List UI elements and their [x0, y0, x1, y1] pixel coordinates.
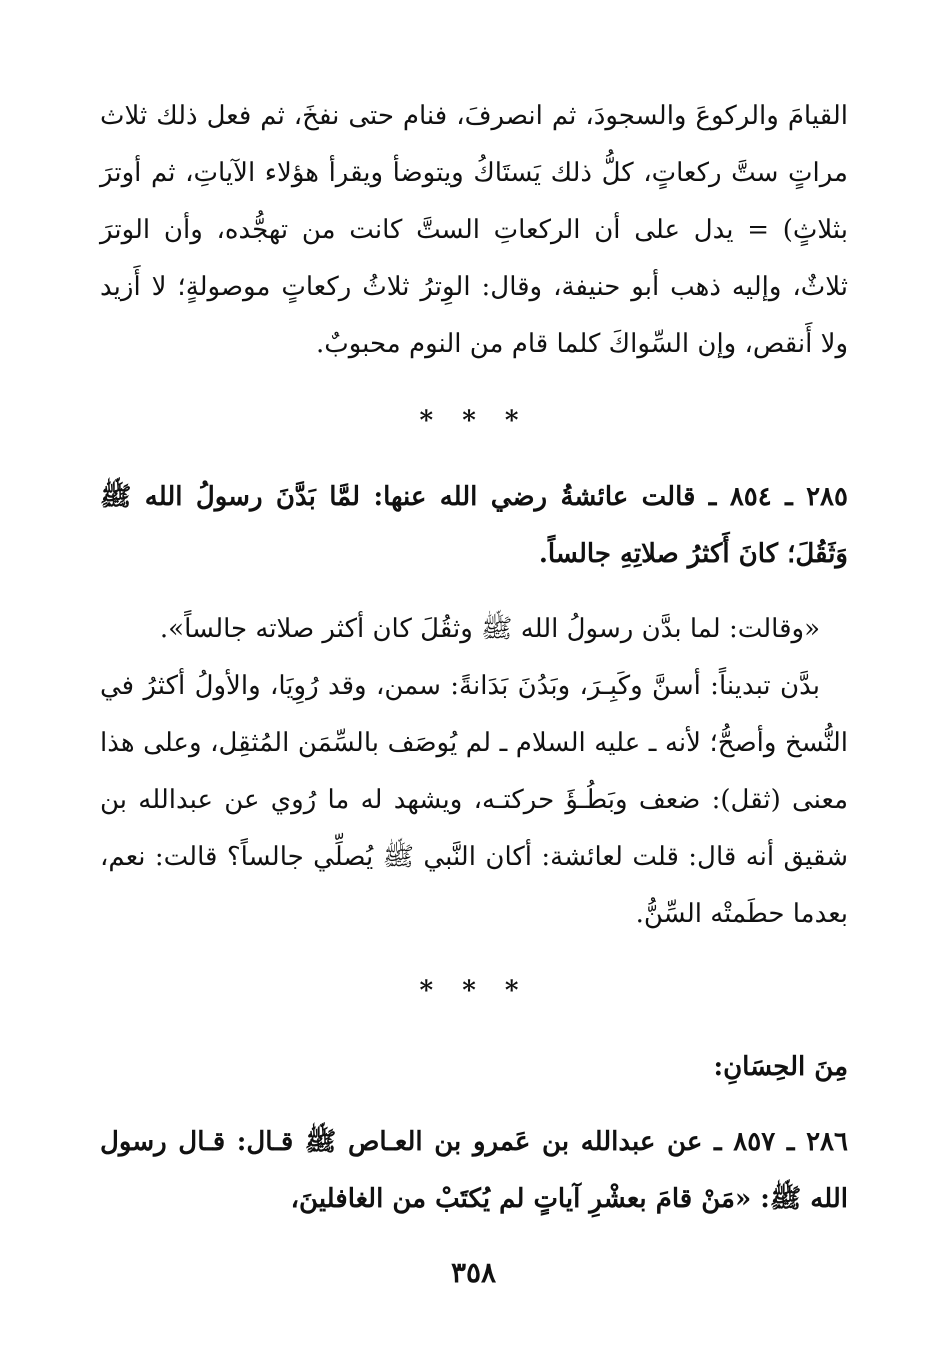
hadith-286-text: ٢٨٦ ـ ٨٥٧ ـ عن عبدالله بن عَمرو بن العـاص ﷺ قـال: قـال رسول الله ﷺ: «مَنْ قامَ بعشْرِ آياتٍ لم يُكتَبْ من الغافلينَ،: [100, 1127, 848, 1214]
section-separator-stars-2: * * *: [419, 976, 529, 1006]
paragraph-commentary-continuation: القيامَ والركوعَ والسجودَ، ثم انصرفَ، فنام حتى نفخَ، ثم فعل ذلك ثلاث مراتٍ ستَّ ركعاتٍ، كلُّ ذلك يَستَاكُ ويتوضأ ويقرأ هؤلاء الآياتِ، ثم أوترَ بثلاثٍ) = يدل على أن الركعاتِ الستَّ كانت من تهجُّده، وأن الوترَ ثلاثٌ، وإليه ذهب أبو حنيفة، وقال: الوِترُ ثلاثُ ركعاتٍ موصولةٍ؛ لا أَزيد ولا أَنقص، وإن السِّواكَ كلما قام من النوم محبوبٌ.: [100, 101, 848, 359]
hadith-quote: «وقالت: لما بدَّن رسولُ الله ﷺ وثقُلَ كان أكثر صلاته جالساً».: [159, 614, 820, 644]
hadith-285-text: ٢٨٥ ـ ٨٥٤ ـ قالت عائشةُ رضي الله عنها: لمَّا بَدَّنَ رسولُ الله ﷺ وَثَقُلَ؛ كانَ أَكثرُ صلاتِهِ جالساً.: [100, 482, 848, 569]
section-separator-stars: * * *: [419, 406, 529, 436]
book-page: [100, 88, 848, 1298]
section-heading: مِنَ الحِسَانِ:: [713, 1052, 848, 1082]
paragraph-commentary: بدَّن تبديناً: أسنَّ وكَبِـرَ، وبَدُنَ بَدَانةً: سمن، وقد رُوِيَا، والأولُ أكثرُ في النُّسخ وأصحُّ؛ لأنه ـ عليه السلام ـ لم يُوصَف بالسِّمَن المُثقِل، وعلى هذا معنى (ثقل): ضعف وبَطُـؤَ حركتـه، ويشهد له ما رُوي عن عبدالله بن شقيق أنه قال: قلت لعائشة: أكان النَّبي ﷺ يُصلِّي جالساً؟ قالت: نعم، بعدما حطَمتْه السِّنُّ.: [100, 671, 848, 929]
page-number: ٣٥٨: [450, 1256, 497, 1289]
